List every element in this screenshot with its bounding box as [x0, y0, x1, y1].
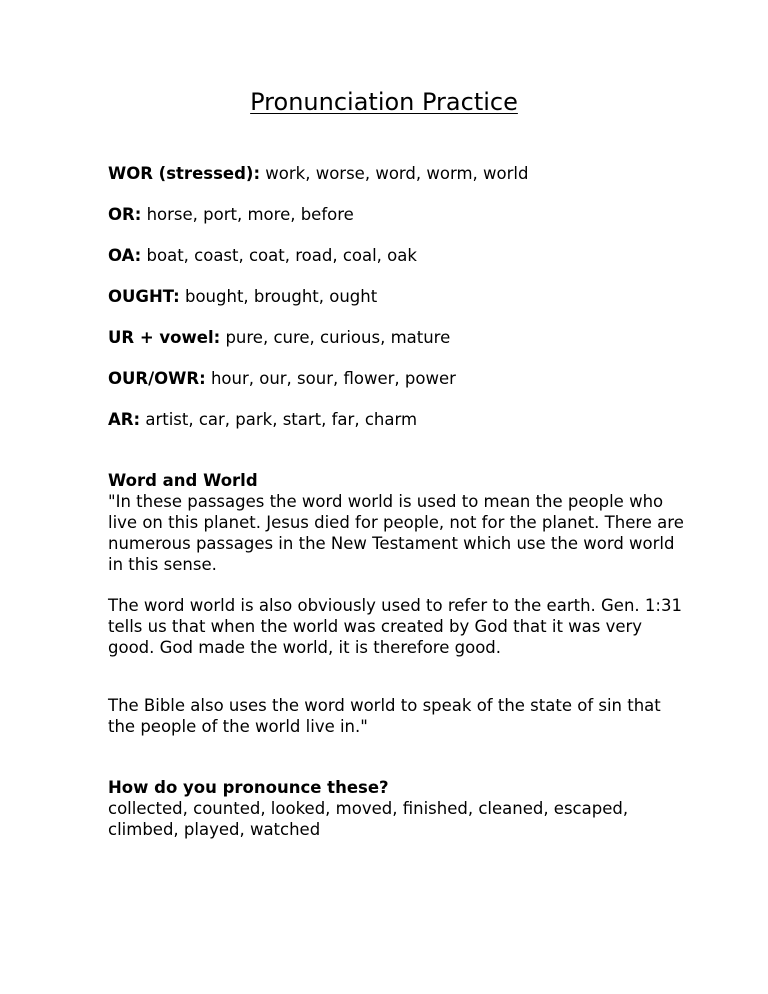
sound-row-ar [108, 409, 417, 430]
sound-label: AR: [108, 410, 141, 429]
passage-section [108, 470, 688, 575]
sound-words: boat, coast, coat, road, coal, oak [146, 246, 417, 265]
sound-label: OA: [108, 246, 142, 265]
sound-label: WOR (stressed): [108, 164, 261, 183]
question-words: collected, counted, looked, moved, finished, cleaned, escaped, climbed, played, watched [108, 799, 629, 839]
passage-paragraph: The Bible also uses the word world to speak of the state of sin that the people of the world live in." [108, 696, 661, 736]
sound-words: bought, brought, ought [184, 287, 378, 306]
question-section [108, 777, 688, 840]
passage-heading: Word and World [108, 471, 258, 490]
sound-label: OUR/OWR: [108, 369, 206, 388]
sound-words: pure, cure, curious, mature [225, 328, 451, 347]
passage-paragraph: "In these passages the word world is used to mean the people who live on this planet. Jesus died for people, not for the planet. There are numerous passages in the New Testament which use the word world in this sense. [108, 492, 684, 574]
sound-row-wor [108, 163, 528, 184]
sound-words: horse, port, more, before [146, 205, 354, 224]
sound-words: artist, car, park, start, far, charm [145, 410, 418, 429]
sound-row-oa [108, 245, 417, 266]
sound-label: OR: [108, 205, 142, 224]
passage-paragraph: The word world is also obviously used to refer to the earth. Gen. 1:31 tells us that when the world was created by God that it was very good. God made the world, it is therefore good. [108, 596, 682, 657]
question-heading: How do you pronounce these? [108, 778, 389, 797]
sound-row-or [108, 204, 354, 225]
page-title: Pronunciation Practice [250, 88, 518, 116]
sound-label: UR + vowel: [108, 328, 221, 347]
sound-words: hour, our, sour, flower, power [210, 369, 456, 388]
sound-words: work, worse, word, worm, world [265, 164, 529, 183]
passage-paragraph-2-block [108, 595, 688, 658]
sound-row-ur-vowel [108, 327, 450, 348]
sound-label: OUGHT: [108, 287, 180, 306]
sound-row-ought [108, 286, 377, 307]
passage-paragraph-3-block [108, 695, 688, 737]
sound-row-our-owr [108, 368, 456, 389]
